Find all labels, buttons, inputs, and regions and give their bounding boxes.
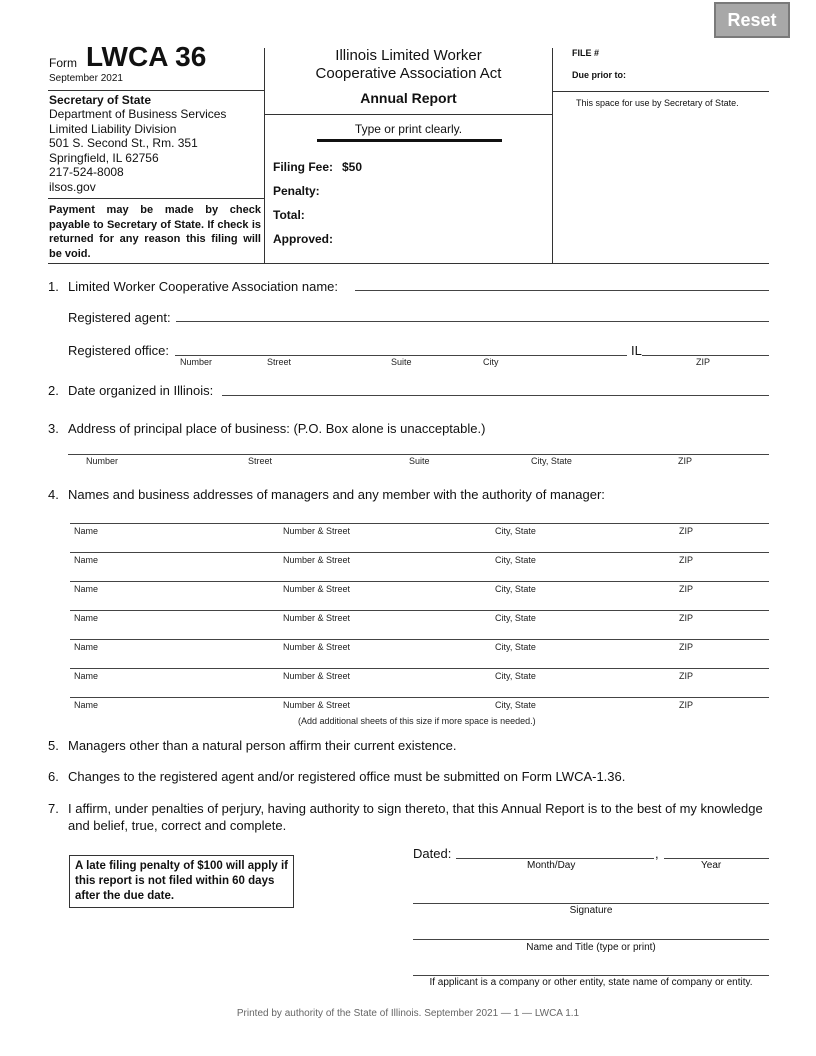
type-note: Type or print clearly. — [354, 122, 463, 136]
payment-note: Payment may be made by check payable to Secretary of State. If check is returned for any reason this filing will be void. — [49, 204, 261, 260]
sub-city: City — [483, 357, 499, 367]
mgr-city-state-caption: City, State — [495, 642, 536, 652]
manager-row-field[interactable] — [70, 610, 769, 611]
registered-office-label: Registered office: — [68, 343, 169, 358]
mgr-zip-caption: ZIP — [679, 671, 694, 681]
mgr-zip-caption: ZIP — [679, 526, 694, 536]
mgr-street-caption: Number & Street — [283, 555, 351, 565]
sub-street: Street — [248, 456, 273, 466]
name-title-field[interactable] — [413, 939, 769, 940]
mgr-street-caption: Number & Street — [283, 700, 351, 710]
registered-office-zip-field[interactable] — [642, 355, 769, 356]
item-number: 4. — [48, 487, 59, 502]
item-6-text: Changes to the registered agent and/or registered office must be submitted on Form LWCA-1.36. — [68, 769, 626, 784]
mgr-name-caption: Name — [74, 526, 99, 536]
dated-comma: , — [655, 846, 659, 861]
item-7-text-line1: I affirm, under penalties of perjury, having authority to sign thereto, that this Annual Report is to the best of my knowledge — [68, 801, 763, 816]
manager-row-field[interactable] — [70, 668, 769, 669]
sub-city-state: City, State — [531, 456, 572, 466]
due-prior-label: Due prior to: — [572, 70, 626, 80]
signature-caption: Signature — [569, 905, 613, 916]
date-organized-field[interactable] — [222, 395, 769, 396]
mgr-name-caption: Name — [74, 555, 99, 565]
item-number: 1. — [48, 279, 59, 294]
mgr-street-caption: Number & Street — [283, 526, 351, 536]
footer-text: Printed by authority of the State of Illinois. September 2021 — 1 — LWCA 1.1 — [236, 1008, 580, 1019]
sub-zip: ZIP — [678, 456, 693, 466]
mgr-zip-caption: ZIP — [679, 613, 694, 623]
sub-suite: Suite — [391, 357, 412, 367]
name-title-caption: Name and Title (type or print) — [526, 942, 656, 953]
total-label: Total: — [273, 208, 305, 222]
item-5-text: Managers other than a natural person affirm their current existence. — [68, 738, 457, 753]
mgr-name-caption: Name — [74, 642, 99, 652]
sub-number: Number — [86, 456, 119, 466]
item-number: 2. — [48, 383, 59, 398]
mgr-zip-caption: ZIP — [679, 555, 694, 565]
registered-agent-label: Registered agent: — [68, 310, 171, 325]
sub-number: Number — [180, 357, 213, 367]
item-7-text-line2: and belief, true, correct and complete. — [68, 818, 287, 833]
office-address: Department of Business Services Limited Liability Division 501 S. Second St., Rm. 351 Springfield, IL 62756 217-524-8008 ilsos.gov — [49, 107, 227, 194]
item-number: 3. — [48, 421, 59, 436]
manager-row-field[interactable] — [70, 581, 769, 582]
il-label: IL — [631, 343, 642, 358]
mgr-name-caption: Name — [74, 700, 99, 710]
filing-fee-value: $50 — [342, 160, 363, 174]
form-code: LWCA 36 — [86, 41, 207, 72]
entity-name-caption: If applicant is a company or other entity, state name of company or entity. — [429, 977, 753, 988]
reset-button[interactable]: Reset — [714, 2, 790, 38]
year-caption: Year — [701, 860, 722, 871]
item-number: 5. — [48, 738, 59, 753]
office-title: Secretary of State — [49, 93, 152, 107]
form-prefix: Form — [49, 56, 77, 70]
manager-row-field[interactable] — [70, 552, 769, 553]
form-date: September 2021 — [49, 73, 123, 84]
dated-label: Dated: — [413, 846, 452, 861]
manager-row-field[interactable] — [70, 523, 769, 524]
registered-agent-field[interactable] — [176, 321, 769, 322]
mgr-city-state-caption: City, State — [495, 613, 536, 623]
report-title: Annual Report — [360, 90, 457, 106]
signature-field[interactable] — [413, 903, 769, 904]
mgr-zip-caption: ZIP — [679, 584, 694, 594]
entity-name-field[interactable] — [413, 975, 769, 976]
item-number: 7. — [48, 801, 59, 816]
filing-fee-label: Filing Fee: — [273, 160, 333, 174]
late-penalty-box: A late filing penalty of $100 will apply if this report is not filed within 60 days after the due date. — [69, 855, 294, 908]
managers-label: Names and business addresses of managers and any member with the authority of manager: — [68, 487, 605, 502]
mgr-city-state-caption: City, State — [495, 526, 536, 536]
registered-office-field[interactable] — [175, 355, 627, 356]
sos-use-space: This space for use by Secretary of State. — [576, 98, 739, 108]
sub-street: Street — [267, 357, 292, 367]
penalty-label: Penalty: — [273, 184, 320, 198]
additional-sheets-note: (Add additional sheets of this size if more space is needed.) — [298, 716, 536, 726]
sub-suite: Suite — [409, 456, 430, 466]
mgr-street-caption: Number & Street — [283, 584, 351, 594]
principal-address-label: Address of principal place of business: (P.O. Box alone is unacceptable.) — [68, 421, 486, 436]
act-title: Illinois Limited Worker Cooperative Association Act — [315, 47, 502, 82]
file-number-label: FILE # — [572, 48, 600, 58]
mgr-city-state-caption: City, State — [495, 700, 536, 710]
manager-row-field[interactable] — [70, 697, 769, 698]
month-day-caption: Month/Day — [527, 860, 576, 871]
mgr-name-caption: Name — [74, 584, 99, 594]
sub-zip: ZIP — [696, 357, 711, 367]
mgr-zip-caption: ZIP — [679, 700, 694, 710]
mgr-street-caption: Number & Street — [283, 613, 351, 623]
principal-address-field[interactable] — [68, 454, 769, 455]
mgr-zip-caption: ZIP — [679, 642, 694, 652]
dated-month-day-field[interactable] — [456, 858, 654, 859]
mgr-city-state-caption: City, State — [495, 671, 536, 681]
mgr-street-caption: Number & Street — [283, 671, 351, 681]
mgr-city-state-caption: City, State — [495, 584, 536, 594]
mgr-city-state-caption: City, State — [495, 555, 536, 565]
date-organized-label: Date organized in Illinois: — [68, 383, 214, 398]
mgr-name-caption: Name — [74, 613, 99, 623]
dated-year-field[interactable] — [664, 858, 769, 859]
item-number: 6. — [48, 769, 59, 784]
mgr-street-caption: Number & Street — [283, 642, 351, 652]
manager-row-field[interactable] — [70, 639, 769, 640]
type-note-rule — [317, 139, 502, 142]
approved-label: Approved: — [273, 232, 333, 246]
assoc-name-field[interactable] — [355, 290, 769, 291]
mgr-name-caption: Name — [74, 671, 99, 681]
assoc-name-label: Limited Worker Cooperative Association name: — [68, 279, 338, 294]
